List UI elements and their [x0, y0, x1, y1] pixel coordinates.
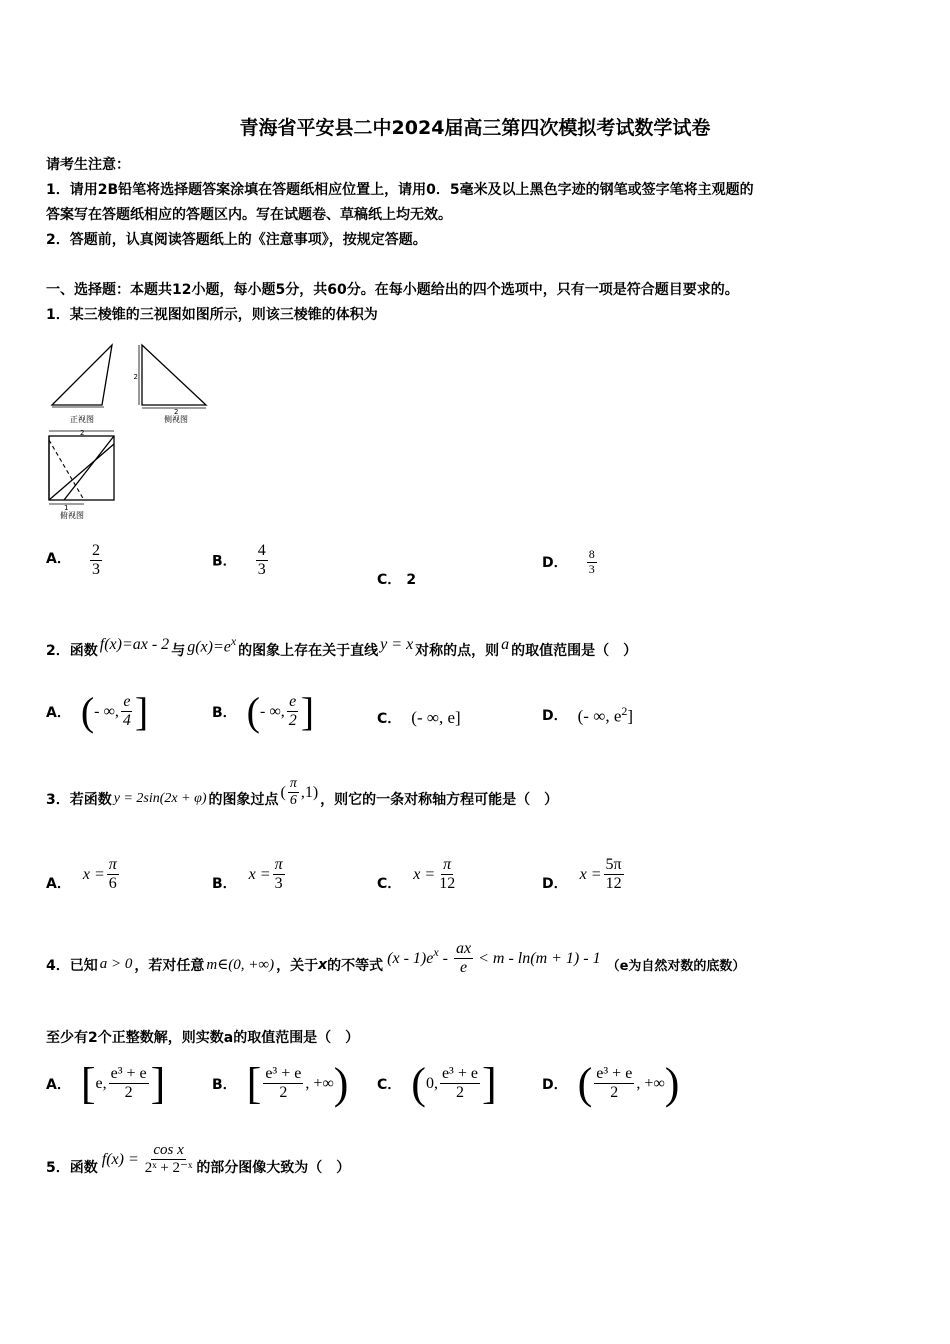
q3-func: y = 2sin(2x + φ): [113, 790, 207, 806]
q2-d-body: (- ∞, e: [577, 706, 622, 726]
q4-d-bracket-close: ): [664, 1059, 680, 1108]
q4-note: （e为自然对数的底数）: [606, 959, 746, 975]
q2-line: y = x: [380, 636, 414, 653]
q3-option-c-label: C．: [377, 875, 402, 892]
q2-mid: 与: [171, 643, 186, 659]
q4-a-bracket-close: ]: [150, 1059, 166, 1108]
q4-range: m∈(0, +∞): [206, 957, 275, 974]
q1-option-d[interactable]: [542, 548, 599, 577]
side-view-dim-2: 2: [133, 373, 138, 381]
q4-c-fraction: [440, 1065, 480, 1103]
q2-option-d-label: D．: [542, 708, 568, 725]
q2-c-value: (- ∞, e]: [411, 708, 461, 727]
q4-ineq-num: ax: [454, 940, 473, 959]
q1-option-c-label: C．: [377, 572, 402, 588]
q3-pt-fraction: [288, 776, 299, 809]
q4-ineq-b: < m - ln(m + 1) - 1: [478, 949, 601, 967]
q2-a-bracket-open: (: [80, 689, 95, 734]
q2-post1: 的图象上存在关于直线: [238, 643, 379, 659]
q2-b-left: - ∞,: [260, 702, 285, 720]
q3-option-d[interactable]: [542, 856, 626, 894]
q2-a-num: e: [121, 693, 132, 712]
q4-b-bracket-open: [: [246, 1059, 262, 1108]
q4-a-fraction: [109, 1065, 149, 1103]
q4-option-c[interactable]: [377, 1058, 497, 1109]
three-view-figure: [44, 340, 224, 522]
q2-option-a[interactable]: [46, 688, 148, 735]
q2-a-fraction: [121, 693, 133, 731]
q4-mid3: 的不等式: [327, 957, 384, 974]
q2-var: a: [501, 636, 510, 653]
q4-d-den: 2: [610, 1084, 619, 1101]
q2-option-d[interactable]: [542, 704, 633, 727]
notice-heading: 请考生注意：: [46, 157, 130, 173]
q4-d-num: e³ + e: [594, 1065, 634, 1084]
q2-g-sup: x: [230, 633, 237, 648]
top-view-label: 俯视图: [60, 511, 84, 520]
q4-ineq-minus: -: [438, 949, 452, 967]
q1-option-b-label: B．: [212, 553, 237, 570]
q4-a-num: e³ + e: [109, 1065, 149, 1084]
notice-line2: 2．答题前，认真阅读答题纸上的《注意事项》，按规定答题。: [46, 232, 427, 248]
q3-b-den: 3: [274, 875, 283, 893]
q1-option-c[interactable]: [377, 569, 416, 589]
q4-b-right: , +∞: [305, 1074, 334, 1092]
q3-d-den: 12: [605, 875, 622, 893]
q2-post3: 的取值范围是（ ）: [511, 643, 638, 659]
q1-option-b-fraction: [256, 542, 268, 580]
q3-d-fraction: [604, 856, 624, 894]
q4-c-left: 0,: [425, 1074, 438, 1092]
q4-mid1: ，若对任意: [134, 957, 205, 974]
q3-b-fraction: [273, 856, 285, 894]
q2-pre: 2．函数: [46, 643, 98, 659]
q3-option-c[interactable]: [377, 856, 459, 894]
q3-pre: 3．若函数: [46, 791, 112, 808]
q4-pre: 4．已知: [46, 957, 98, 974]
q3-a-num: π: [107, 856, 119, 875]
q2-b-den: 2: [288, 712, 297, 729]
q2-option-c[interactable]: [377, 708, 461, 728]
q4-cond: a > 0: [99, 956, 133, 973]
q5-den: 2ˣ + 2⁻ˣ: [144, 1160, 193, 1177]
q2-g-body: g(x)=e: [187, 638, 231, 656]
q2-option-c-label: C．: [377, 711, 402, 727]
q4-option-a[interactable]: [46, 1058, 165, 1109]
q4-c-num: e³ + e: [440, 1065, 480, 1084]
q4-option-a-label: A．: [46, 1076, 71, 1093]
question-1-stem: 1．某三棱锥的三视图如图所示，则该三棱锥的体积为: [46, 307, 378, 323]
q3-c-lhs: x =: [413, 865, 436, 883]
q4-option-d[interactable]: [542, 1058, 679, 1109]
q2-option-b-label: B．: [212, 704, 237, 721]
q1-option-d-fraction: [587, 548, 597, 577]
q2-f: f(x)=ax - 2: [99, 636, 170, 653]
question-3-stem: [46, 776, 558, 809]
q4-ineq-a: (x - 1)e: [387, 949, 434, 967]
q2-d-close: ]: [627, 706, 634, 726]
q4-ineq-sup: x: [433, 945, 439, 960]
q5-post: 的部分图像大致为（ ）: [196, 1159, 351, 1176]
q2-b-num: e: [287, 693, 298, 712]
q3-pt-open: (: [280, 783, 286, 801]
q1-b-den: 3: [257, 561, 266, 579]
notice-line1: 1．请用2B铅笔将选择题答案涂填在答题纸相应位置上，请用0．5毫米及以上黑色字迹的钢笔或签字笔将主观题的: [46, 182, 754, 198]
front-view-label: 正视图: [70, 415, 94, 424]
q3-b-lhs: x =: [248, 865, 271, 883]
q4-option-b-label: B．: [212, 1076, 237, 1093]
q4-option-c-label: C．: [377, 1076, 402, 1093]
q3-a-den: 6: [108, 875, 117, 893]
q3-c-num: π: [441, 856, 453, 875]
question-4-stem: [46, 940, 745, 978]
q4-c-den: 2: [455, 1084, 464, 1101]
q3-d-lhs: x =: [579, 865, 602, 883]
q4-c-bracket-open: (: [411, 1059, 426, 1108]
q4-a-den: 2: [124, 1084, 133, 1101]
q2-option-a-label: A．: [46, 704, 71, 721]
q3-c-den: 12: [439, 875, 456, 893]
q2-g: [187, 634, 236, 656]
q4-ineq-fraction: [454, 940, 473, 978]
q4-option-d-label: D．: [542, 1076, 568, 1093]
q1-d-den: 3: [588, 561, 595, 576]
q3-a-fraction: [107, 856, 119, 894]
question-2-stem: [46, 630, 637, 660]
q3-mid: 的图象过点: [208, 791, 279, 808]
q5-fraction: [143, 1142, 195, 1178]
q4-b-fraction: [263, 1065, 303, 1103]
q2-post2: 对称的点，则: [415, 643, 500, 659]
q3-option-d-label: D．: [542, 875, 568, 892]
q4-var: x: [318, 956, 328, 973]
q2-a-left: - ∞,: [94, 702, 119, 720]
q2-d-sup: 2: [621, 704, 628, 718]
q1-option-c-value: 2: [406, 572, 417, 588]
q2-b-bracket-close: ]: [300, 689, 315, 734]
q4-ineq-den: e: [460, 959, 468, 977]
top-view: [49, 429, 114, 520]
q1-a-den: 3: [91, 561, 100, 579]
q4-mid2: ，关于: [276, 957, 319, 974]
q3-b-num: π: [273, 856, 285, 875]
q1-option-a-label: A．: [46, 551, 71, 568]
q5-num: cos x: [151, 1142, 185, 1160]
page-title: 青海省平安县二中2024届高三第四次模拟考试数学试卷: [239, 117, 711, 139]
q2-d-value: [578, 704, 633, 727]
q4-b-den: 2: [279, 1084, 288, 1101]
q1-b-num: 4: [256, 542, 268, 561]
q3-option-a-label: A．: [46, 875, 71, 892]
q3-d-num: 5π: [604, 856, 624, 875]
q1-option-d-label: D．: [542, 554, 568, 571]
section-heading: 一、选择题：本题共12小题，每小题5分，共60分。在每小题给出的四个选项中，只有一项是符合题目要求的。: [46, 282, 739, 298]
q4-option-b[interactable]: [212, 1058, 348, 1109]
q3-option-b-label: B．: [212, 875, 237, 892]
q3-option-b[interactable]: [212, 856, 287, 894]
q4-inequality: [387, 940, 600, 978]
q4-c-bracket-close: ]: [481, 1059, 497, 1108]
q1-d-num: 8: [588, 547, 595, 561]
question-4-line2: 至少有2个正整数解，则实数a的取值范围是（ ）: [46, 1030, 360, 1046]
q4-d-fraction: [594, 1065, 634, 1103]
notice-line1b: 答案写在答题纸相应的答题区内。写在试题卷、草稿纸上均无效。: [46, 207, 452, 223]
q3-option-a[interactable]: [46, 856, 121, 894]
front-view: [52, 345, 112, 424]
q3-pt-num: π: [288, 776, 299, 793]
q3-pt-den: 6: [289, 793, 297, 809]
q4-d-right: , +∞: [636, 1074, 665, 1092]
q2-a-den: 4: [122, 712, 131, 729]
q2-option-b[interactable]: [212, 688, 314, 735]
q5-lhs: f(x) =: [101, 1150, 139, 1168]
q2-a-bracket-close: ]: [134, 689, 149, 734]
q1-option-a[interactable]: [46, 542, 104, 580]
top-view-dim-2: 2: [80, 429, 85, 437]
top-view-dim-1: 1: [64, 504, 69, 512]
q4-b-num: e³ + e: [263, 1065, 303, 1084]
q3-point: [280, 776, 318, 809]
q4-a-bracket-open: [: [80, 1059, 96, 1108]
q3-a-lhs: x =: [82, 865, 105, 883]
q1-option-b[interactable]: [212, 542, 270, 580]
q4-a-left: e,: [95, 1074, 107, 1092]
q1-option-a-fraction: [90, 542, 102, 580]
q3-c-fraction: [437, 856, 457, 894]
q2-b-bracket-open: (: [246, 689, 260, 734]
q3-post: ，则它的一条对称轴方程可能是（ ）: [320, 791, 559, 808]
q4-d-bracket-open: (: [577, 1059, 593, 1108]
q4-b-bracket-close: ): [333, 1059, 349, 1108]
question-5-stem: [46, 1142, 350, 1178]
side-view-label: 侧视图: [164, 415, 188, 424]
side-view-dim-2b: 2: [174, 408, 179, 416]
q1-a-num: 2: [90, 542, 102, 561]
q3-pt-close: ,1): [300, 783, 319, 801]
q5-pre: 5．函数: [46, 1159, 98, 1176]
q2-b-fraction: [287, 693, 299, 731]
side-view: [134, 345, 206, 424]
